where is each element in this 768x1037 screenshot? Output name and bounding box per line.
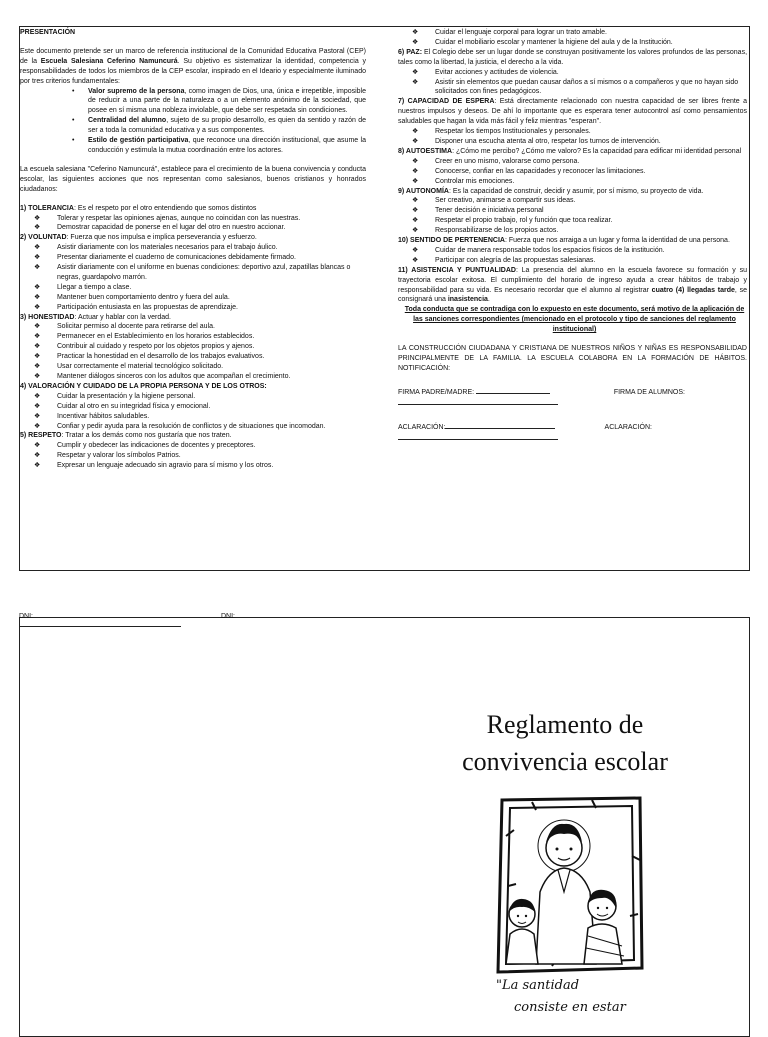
list-item: ❖ Participación entusiasta en las propuestas de aprendizaje. bbox=[34, 303, 238, 311]
list-item: ❖ Controlar mis emociones. bbox=[412, 177, 515, 185]
list-item: ❖ Contribuir al cuidado y respeto por los objetos propios y ajenos. bbox=[34, 343, 255, 351]
list-item: ❖ Practicar la honestidad en el desarrollo de los trabajos evaluativos. bbox=[34, 353, 265, 361]
four-diamond-bullet-icon: ❖ bbox=[412, 78, 419, 86]
list-item: ❖ Creer en uno mismo, valorarse como persona. bbox=[412, 157, 580, 165]
four-diamond-bullet-icon: ❖ bbox=[34, 343, 41, 351]
right-sections bbox=[398, 48, 747, 266]
quote-line-2: consiste en estar bbox=[514, 1000, 626, 1015]
list-item: ❖ Ser creativo, animarse a compartir sus ideas. bbox=[412, 197, 576, 205]
list-item: ❖ Disponer una escucha atenta al otro, respetar los turnos de intervención. bbox=[412, 137, 661, 145]
clarification-label-2: ACLARACIÓN: bbox=[604, 423, 652, 431]
list-item: ❖ Respetar los tiempos Institucionales y personales. bbox=[412, 128, 591, 136]
list-item: ❖ Usar correctamente el material tecnológico solicitado. bbox=[34, 363, 224, 371]
four-diamond-bullet-icon: ❖ bbox=[412, 217, 419, 225]
criterion-item: • Valor supremo de la persona, como imagen de Dios, una, única e irrepetible, imposible de reducir a una parte de la naturaleza o a un elemento anónimo de la sociedad, que posee en sí misma una nobleza inviolable, que debe ser respetada sin condiciones. bbox=[72, 87, 366, 115]
four-diamond-bullet-icon: ❖ bbox=[412, 197, 419, 205]
four-diamond-bullet-icon: ❖ bbox=[34, 264, 41, 272]
four-diamond-bullet-icon: ❖ bbox=[412, 177, 419, 185]
document-title bbox=[440, 706, 690, 780]
four-diamond-bullet-icon: ❖ bbox=[412, 157, 419, 165]
list-item: ❖ Presentar diariamente el cuaderno de comunicaciones debidamente firmado. bbox=[34, 254, 296, 262]
four-diamond-bullet-icon: ❖ bbox=[34, 442, 41, 450]
four-diamond-bullet-icon: ❖ bbox=[412, 128, 419, 136]
right-top-items bbox=[398, 28, 747, 48]
sanctions-warning: Toda conducta que se contradiga con lo expuesto en este documento, será motivo de la aplicación de las sanciones correspondientes (mencionado en el protocolo y tipo de sanciones del reglamento institucional) bbox=[404, 306, 745, 334]
list-item: ❖ Incentivar hábitos saludables. bbox=[34, 412, 150, 420]
list-item: ❖ Expresar un lenguaje adecuado sin agravio para sí mismo y los otros. bbox=[34, 462, 274, 470]
list-item: ❖ Permanecer en el Establecimiento en los horarios establecidos. bbox=[34, 333, 255, 341]
disc-bullet-icon: • bbox=[72, 117, 75, 125]
students-signature-label: FIRMA DE ALUMNOS: bbox=[613, 388, 685, 396]
family-note: LA CONSTRUCCIÓN CIUDADANA Y CRISTIANA DE NUESTROS NIÑOS Y NIÑAS ES RESPONSABILIDAD PRINCIPALMENTE DE LA FAMILIA. LA ESCUELA COLABORA EN LA FORMACIÓN DE HÁBITOS. NOTIFICACIÓN: bbox=[398, 345, 747, 372]
signature-row bbox=[398, 388, 747, 409]
four-diamond-bullet-icon: ❖ bbox=[412, 29, 419, 36]
list-item: ❖ Cuidar la presentación y la higiene personal. bbox=[34, 392, 196, 400]
four-diamond-bullet-icon: ❖ bbox=[412, 68, 419, 76]
four-diamond-bullet-icon: ❖ bbox=[34, 293, 41, 301]
list-item: ❖ Evitar acciones y actitudes de violencia. bbox=[412, 68, 559, 76]
clarification-row bbox=[398, 423, 747, 444]
four-diamond-bullet-icon: ❖ bbox=[412, 256, 419, 264]
list-item: ❖ Cuidar el lenguaje corporal para lograr un trato amable. bbox=[412, 29, 607, 36]
four-diamond-bullet-icon: ❖ bbox=[34, 353, 41, 361]
four-diamond-bullet-icon: ❖ bbox=[34, 254, 41, 262]
four-diamond-bullet-icon: ❖ bbox=[34, 402, 41, 410]
criterion-item: • Centralidad del alumno, sujeto de su propio desarrollo, es quien da sentido y razón de ser a toda la comunidad educativa y a sus componentes. bbox=[72, 117, 366, 135]
list-item: ❖ Respetar y valorar los símbolos Patrios. bbox=[34, 452, 181, 460]
four-diamond-bullet-icon: ❖ bbox=[34, 283, 41, 291]
section-heading: 9) AUTONOMÍA: Es la capacidad de construir, decidir y asumir, por sí mismo, su proyecto de vida. bbox=[398, 187, 704, 195]
cover-quote bbox=[496, 975, 656, 1019]
four-diamond-bullet-icon: ❖ bbox=[34, 224, 41, 232]
title-line-1: Reglamento de bbox=[486, 710, 644, 739]
four-diamond-bullet-icon: ❖ bbox=[34, 422, 41, 430]
clarification-field-1[interactable]: ACLARACIÓN: bbox=[398, 423, 558, 444]
four-diamond-bullet-icon: ❖ bbox=[34, 244, 41, 252]
section-heading: 3) HONESTIDAD: Actuar y hablar con la verdad. bbox=[20, 313, 171, 321]
four-diamond-bullet-icon: ❖ bbox=[34, 392, 41, 400]
list-item: ❖ Asistir diariamente con el uniforme en buenas condiciones: deportivo azul, zapatillas blancas o negras, guardapolvo marrón. bbox=[34, 264, 351, 281]
four-diamond-bullet-icon: ❖ bbox=[34, 373, 41, 380]
left-column bbox=[20, 28, 366, 471]
list-item: ❖ Tolerar y respetar las opiniones ajenas, aunque no coincidan con las nuestras. bbox=[34, 214, 301, 222]
left-sections bbox=[20, 204, 366, 471]
parent-signature-field[interactable]: FIRMA PADRE/MADRE: bbox=[398, 388, 558, 409]
quote-line-1: "La santidad bbox=[496, 978, 580, 993]
list-item: ❖ Llegar a tiempo a clase. bbox=[34, 283, 132, 291]
four-diamond-bullet-icon: ❖ bbox=[34, 452, 41, 460]
four-diamond-bullet-icon: ❖ bbox=[34, 333, 41, 341]
four-diamond-bullet-icon: ❖ bbox=[34, 214, 41, 222]
right-column bbox=[398, 28, 747, 443]
dni-label-2: DNI: bbox=[220, 613, 235, 620]
list-item: ❖ Responsabilizarse de los propios actos. bbox=[412, 227, 559, 235]
section-heading: 4) VALORACIÓN Y CUIDADO DE LA PROPIA PERSONA Y DE LOS OTROS: bbox=[20, 382, 267, 390]
intro-paragraph: Este documento pretende ser un marco de referencia institucional de la Comunidad Educativa Pastoral (CEP) de la Escuela Salesiana Ceferino Namuncurá. Su objetivo es sistematizar la identidad, competencia y responsabilidades de todos los miembros de la CEP escolar, inspirado en el Ideario y especialmente iluminado por tres criterios fundamentales: bbox=[20, 47, 367, 85]
four-diamond-bullet-icon: ❖ bbox=[412, 227, 419, 235]
section-heading: 6) PAZ: El Colegio debe ser un lugar donde se construyan positivamente los valores profundos de las personas, tales como la libertad, la justicia, el derecho a la vida. bbox=[398, 48, 748, 66]
section-heading: 2) VOLUNTAD: Fuerza que nos impulsa e implica perseverancia y esfuerzo. bbox=[20, 234, 257, 242]
list-item: ❖ Mantener buen comportamiento dentro y fuera del aula. bbox=[34, 293, 230, 301]
list-item: ❖ Conocerse, confiar en las capacidades y reconocer las limitaciones. bbox=[412, 167, 646, 175]
title-line-2: convivencia escolar bbox=[462, 747, 668, 776]
list-item: ❖ Cuidar al otro en su integridad física y emocional. bbox=[34, 402, 211, 410]
dni-field-1[interactable]: DNI: bbox=[19, 613, 179, 620]
four-diamond-bullet-icon: ❖ bbox=[412, 137, 419, 145]
four-diamond-bullet-icon: ❖ bbox=[412, 167, 419, 175]
four-diamond-bullet-icon: ❖ bbox=[412, 246, 419, 254]
list-item: ❖ Cuidar de manera responsable todos los espacios físicos de la institución. bbox=[412, 246, 665, 254]
four-diamond-bullet-icon: ❖ bbox=[34, 303, 41, 311]
four-diamond-bullet-icon: ❖ bbox=[412, 207, 419, 215]
list-item: ❖ Cumplir y obedecer las indicaciones de docentes y preceptores. bbox=[34, 442, 256, 450]
list-item: ❖ Mantener diálogos sinceros con los adultos que acompañan el crecimiento. bbox=[34, 373, 291, 380]
section-heading: 7) CAPACIDAD DE ESPERA: Está directamente relacionado con nuestra capacidad de ser libres frente a nuestros impulsos y deseos. De ahí lo importante que es esperara tener autocontrol así como pensamientos saludables que hagan la vida más fácil y feliz mientras "esperan". bbox=[398, 98, 747, 126]
dni-line-2[interactable] bbox=[19, 626, 181, 627]
section-heading: 10) SENTIDO DE PERTENENCIA: Fuerza que nos arraiga a un lugar y forma la identidad de una persona. bbox=[398, 237, 730, 245]
section-heading: 1) TOLERANCIA: Es el respeto por el otro entendiendo que somos distintos bbox=[20, 204, 257, 212]
list-item: ❖ Asistir diariamente con los materiales necesarios para el trabajo áulico. bbox=[34, 244, 278, 252]
list-item: ❖ Demostrar capacidad de ponerse en el lugar del otro en nuestro accionar. bbox=[34, 224, 286, 232]
criterion-item: • Estilo de gestión participativa, que reconoce una dirección institucional, que asume la conducción y estimula la mutua coordinación entre los actores. bbox=[72, 137, 366, 154]
section-heading: 5) RESPETO: Tratar a los demás como nos gustaría que nos traten. bbox=[20, 432, 232, 440]
list-item: ❖ Respetar el propio trabajo, rol y función que toca realizar. bbox=[412, 217, 613, 225]
disc-bullet-icon: • bbox=[72, 137, 75, 145]
four-diamond-bullet-icon: ❖ bbox=[34, 462, 41, 470]
list-item: ❖ Cuidar el mobiliario escolar y mantener la higiene del aula y de la Institución. bbox=[412, 38, 673, 46]
section-11: 11) ASISTENCIA Y PUNTUALIDAD: La presencia del alumno en la escuela favorece su formación y su trayectoria escolar exitosa. El cumplimiento del horario de ingreso ayuda a crear hábitos de trabajo y responsabilidad para su vida. Es necesario recordar que el alumno al registrar cuatro (4) llegadas tarde, se consignará una inasistencia. bbox=[398, 266, 747, 304]
dni-area bbox=[19, 612, 235, 630]
list-item: ❖ Confiar y pedir ayuda para la resolución de conflictos y de situaciones que incomodan. bbox=[34, 422, 326, 430]
criteria-list bbox=[20, 87, 366, 156]
four-diamond-bullet-icon: ❖ bbox=[34, 363, 41, 371]
list-item: ❖ Solicitar permiso al docente para retirarse del aula. bbox=[34, 323, 215, 331]
list-item: ❖ Asistir sin elementos que puedan causar daños a sí mismos o a compañeros y que no hayan sido solicitados con fines pedagógicos. bbox=[412, 78, 739, 96]
list-item: ❖ Participar con alegría de las propuestas salesianas. bbox=[412, 256, 596, 264]
list-item: ❖ Tener decisión e iniciativa personal bbox=[412, 207, 544, 215]
four-diamond-bullet-icon: ❖ bbox=[34, 412, 41, 420]
disc-bullet-icon: • bbox=[72, 87, 75, 95]
section-heading: 8) AUTOESTIMA: ¿Cómo me percibo? ¿Cómo me valoro? Es la capacidad para edificar mi identidad personal bbox=[398, 147, 742, 155]
presentation-heading: PRESENTACIÓN bbox=[20, 29, 76, 36]
four-diamond-bullet-icon: ❖ bbox=[412, 38, 419, 46]
saint-with-children-illustration bbox=[492, 796, 650, 974]
school-paragraph: La escuela salesiana "Ceferino Namuncurá", establece para el crecimiento de la buena convivencia y conducta escolar, las siguientes acciones que nos representan como salesianos, buenos cristianos y honrados ciudadanos: bbox=[20, 165, 366, 193]
four-diamond-bullet-icon: ❖ bbox=[34, 323, 41, 331]
